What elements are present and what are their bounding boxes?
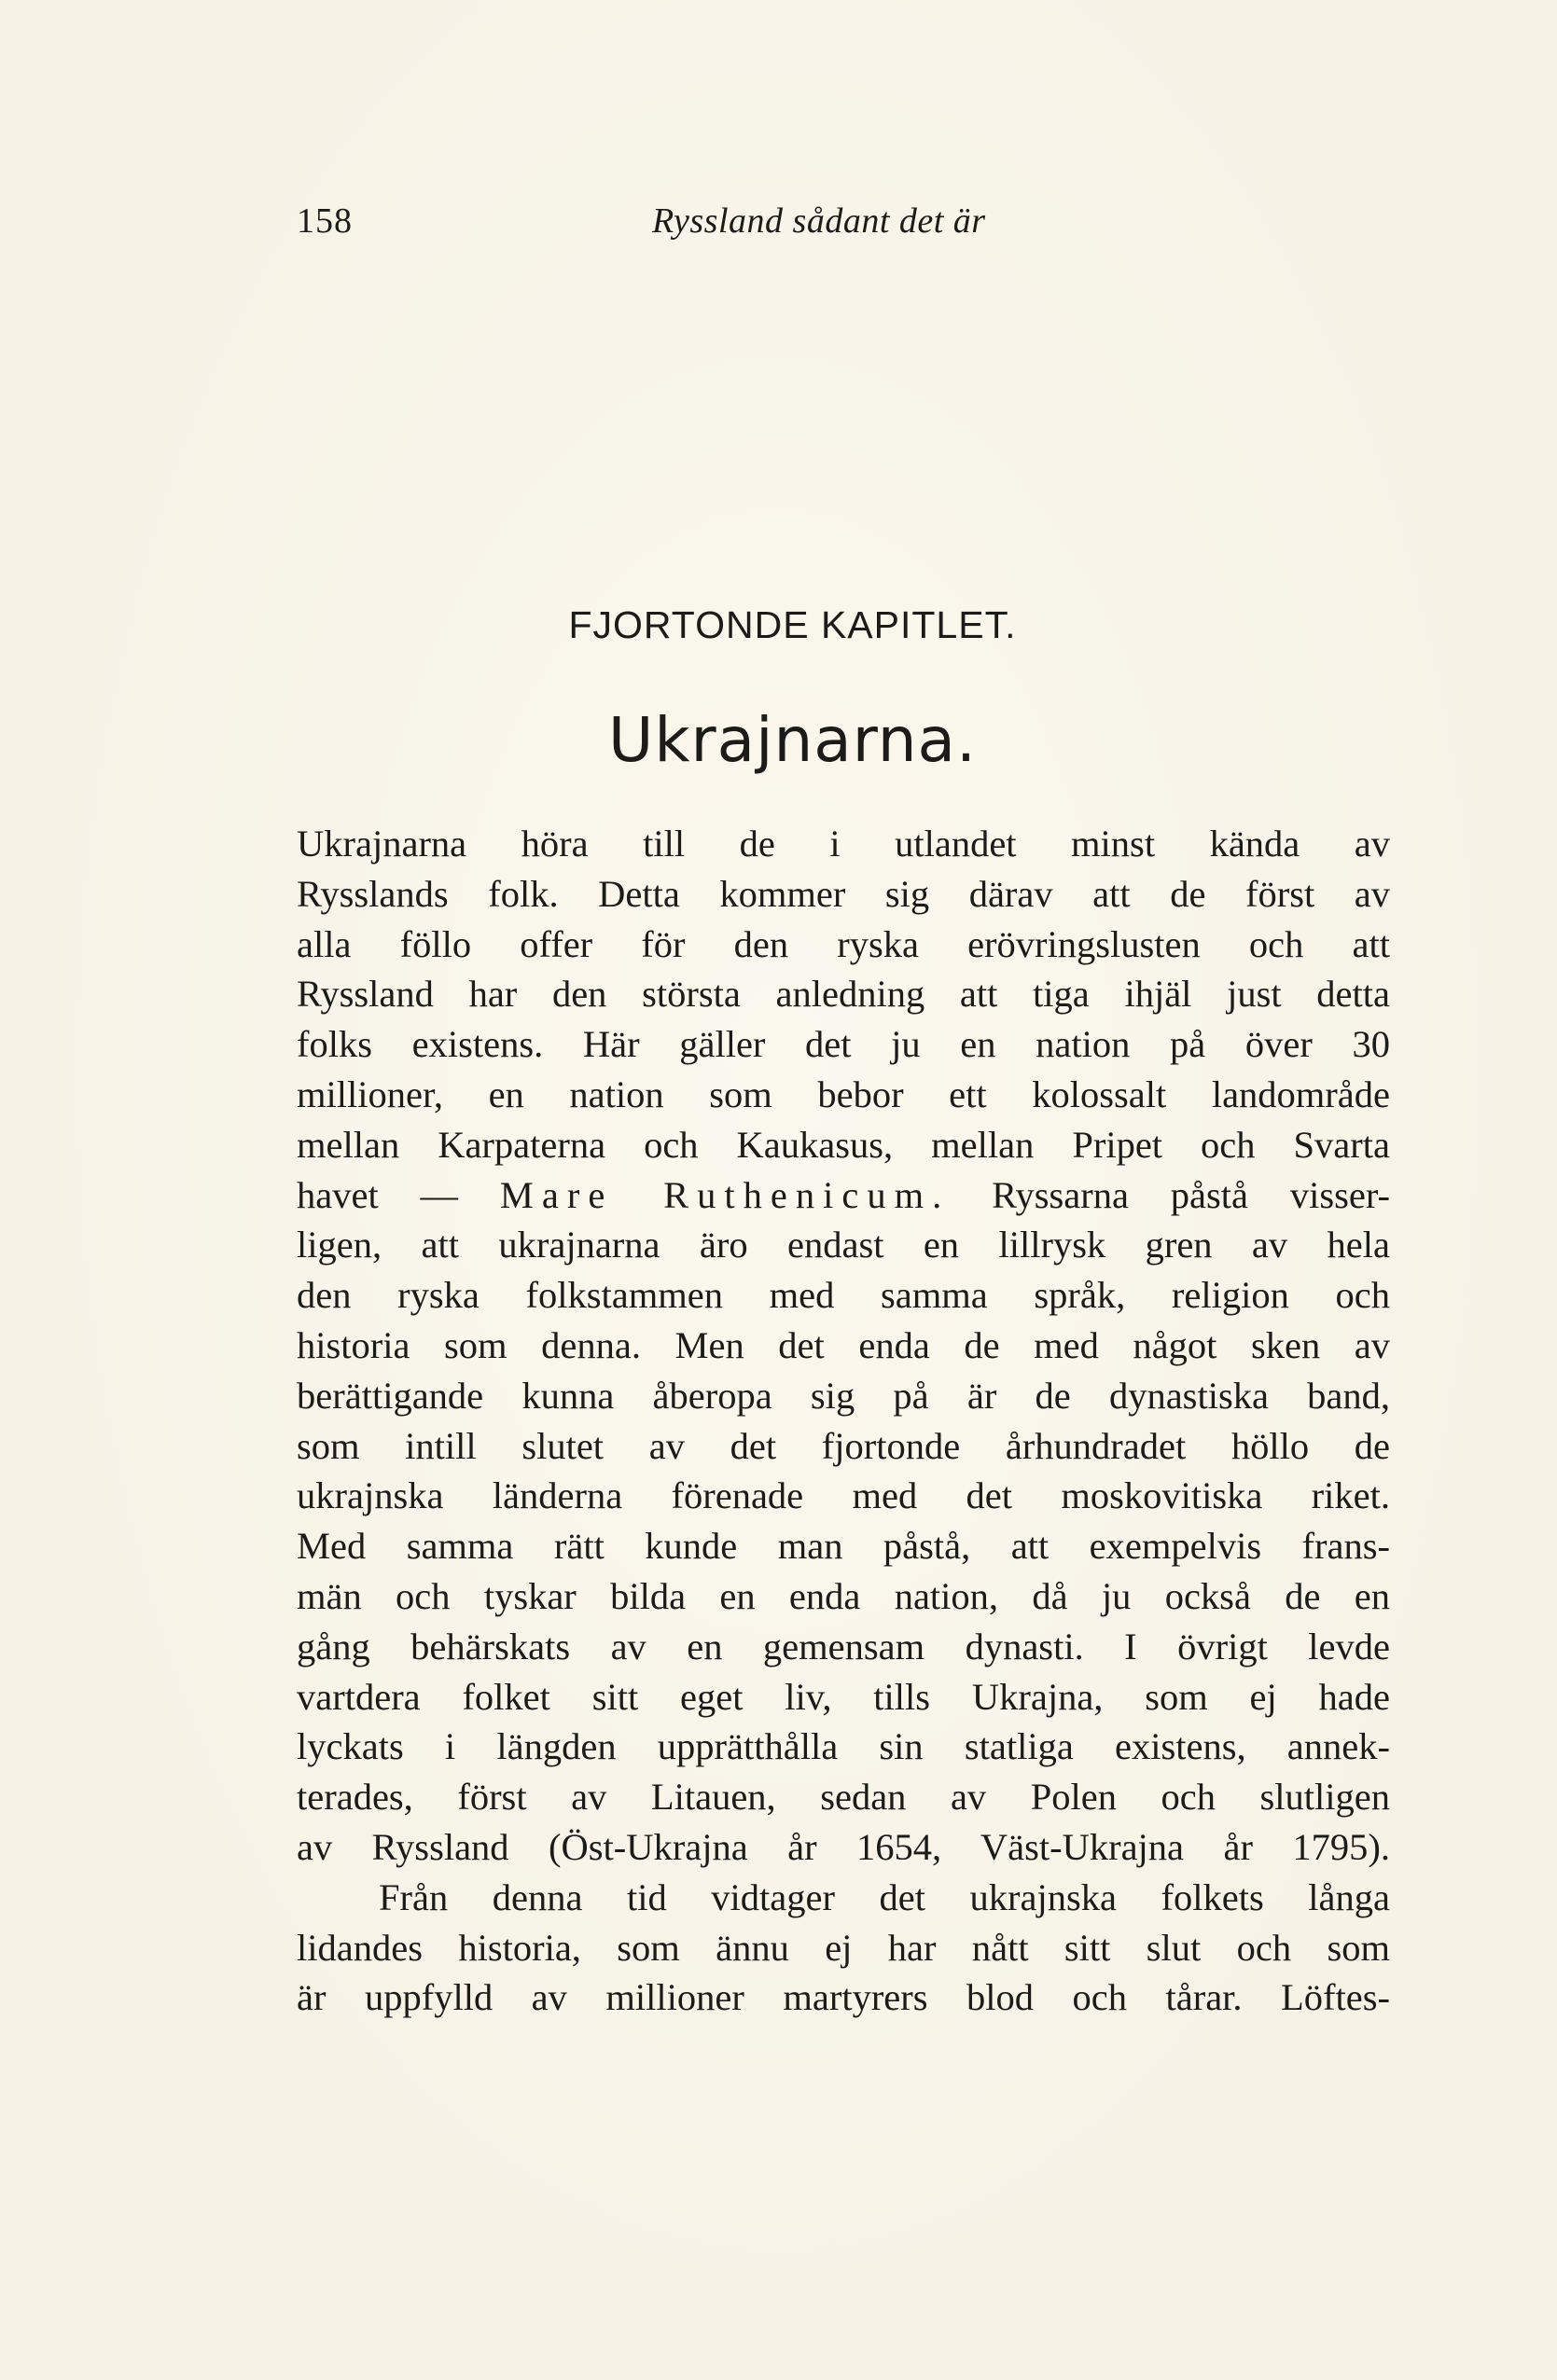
text-line: Rysslands folk. Detta kommer sig därav att de först av [297, 872, 1390, 915]
text-line: historia som denna. Men det enda de med något sken av [297, 1323, 1390, 1366]
text-line: ligen, att ukrajnarna äro endast en lillrysk gren av hela [297, 1224, 1390, 1266]
page-number: 158 [297, 201, 353, 241]
text-line: som intill slutet av det fjortonde århundradet höllo de [297, 1424, 1390, 1467]
text-segment: Ryssarna påstå visser- [950, 1173, 1390, 1216]
text-line: är uppfylld av millioner martyrers blod och tårar. Löftes- [297, 1976, 1390, 2019]
text-line: den ryska folkstammen med samma språk, religion och [297, 1274, 1390, 1317]
text-line: Med samma rätt kunde man påstå, att exempelvis frans- [297, 1525, 1390, 1568]
text-line: alla föllo offer för den ryska erövringslusten och att [297, 922, 1390, 965]
text-segment: havet — [297, 1173, 500, 1216]
chapter-label: FJORTONDE KAPITLET. [568, 603, 1017, 646]
text-line: lyckats i längden upprätthålla sin statliga existens, annek- [297, 1725, 1390, 1768]
body-text [297, 819, 1390, 2023]
text-line: terades, först av Litauen, sedan av Polen och slutligen [297, 1776, 1390, 1819]
spaced-phrase: Mare Ruthenicum. [499, 1173, 951, 1216]
paragraph-2 [297, 1873, 1390, 2023]
text-line-spaced [297, 1170, 1390, 1221]
text-line: gång behärskats av en gemensam dynasti. I övrigt levde [297, 1625, 1390, 1667]
text-line: lidandes historia, som ännu ej har nått sitt slut och som [297, 1926, 1390, 1969]
text-line: Ryssland har den största anledning att tiga ihjäl just detta [297, 973, 1390, 1016]
chapter-title: Ukrajnarna. [608, 704, 977, 776]
text-line: män och tyskar bilda en enda nation, då ju också de en [297, 1574, 1390, 1617]
text-line: mellan Karpaterna och Kaukasus, mellan Pripet och Svarta [297, 1123, 1390, 1166]
running-title: Ryssland sådant det är [652, 201, 986, 241]
text-line: ukrajnska länderna förenade med det moskovitiska riket. [297, 1474, 1390, 1517]
running-head [297, 201, 1399, 247]
text-line: folks existens. Här gäller det ju en nation på över 30 [297, 1023, 1390, 1066]
text-line: Från denna tid vidtager det ukrajnska folkets långa [379, 1875, 1390, 1918]
text-line: Ukrajnarna höra till de i utlandet minst kända av [297, 823, 1390, 865]
paragraph-1 [297, 819, 1390, 1873]
text-line: millioner, en nation som bebor ett kolossalt landområde [297, 1072, 1390, 1115]
text-line: vartdera folket sitt eget liv, tills Ukrajna, som ej hade [297, 1675, 1390, 1718]
text-line: av Ryssland (Öst-Ukrajna år 1654, Väst-Ukrajna år 1795). [297, 1825, 1390, 1868]
text-line: berättigande kunna åberopa sig på är de dynastiska band, [297, 1374, 1390, 1417]
